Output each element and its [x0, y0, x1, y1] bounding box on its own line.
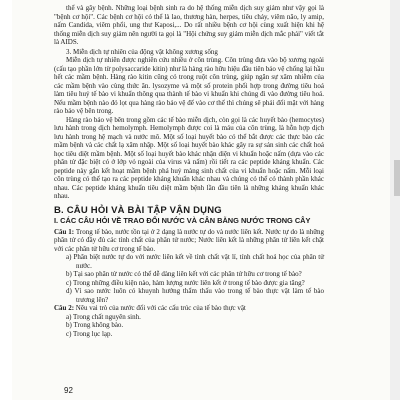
question-1 [54, 228, 324, 254]
question-2-option-c: c) Trong lục lạp. [66, 329, 113, 338]
paragraph-2: Hàng rào bảo vệ bên trong gồm các tế bào miễn dịch, còn gọi là các huyết bào (hemocytes) lưu hành trong dịch hemolymph. Hemolymph được coi là máu của côn trùng, là hỗn hợp dịch lưu hành trong hệ mạch và nước mô. Một số loại huyết bào có thể bắt được các thực bào các mầm bệnh và các chất lạ xâm nhập. Một số loại huyết bào khác gây ra sự sản sinh các chất hoá học tiêu diệt mầm bệnh. Một số loại huyết bào khác nhận diện vi khuẩn hoặc nấm (dựa vào các phân tử đặc biệt có ở lớp vỏ ngoài của virus và nấm) rồi tiết ra các peptide kháng khuẩn. Các peptide này gắn kết hoạt mầm bệnh phá huỷ màng sinh chất của vi khuẩn hoặc nấm. Mỗi loại côn trùng có thể tạo ra các peptide kháng khuẩn khác nhau và chúng có thể có thành phần khác nhau. Các peptide kháng khuẩn tiêu diệt mầm bệnh lần đầu tiên là những kháng khuẩn khác nhau. [54, 115, 324, 200]
question-2-text: Nêu vai trò của nước đối với các cấu trúc của tế bào thực vật [75, 304, 246, 312]
question-2 [54, 304, 324, 313]
question-1-option-c: c) Trong những điều kiện nào, hàm lượng nước liên kết ở trong tế bào được gia tăng? [66, 278, 305, 287]
page-content [54, 4, 324, 338]
question-1-option-d: d) Vì sao nước luôn có khuynh hướng thẩm thấu vào trong tế bào thực vật làm tế bào trương lên? [66, 287, 324, 304]
intro-paragraph: thể và gây bệnh. Những loại bệnh sinh ra do hệ thống miễn dịch suy giảm như vậy gọi là "bệnh cơ hội". Các bệnh cơ hội có thể là lao, thương hàn, herpes, tiêu chảy, viêm não, ly amip, nấm Candida, viêm phổi, ung thư Kaposi,... Do rất nhiều bệnh cơ hội cùng xuất hiện khi hệ thống miễn dịch suy giảm nên người ta gọi là "Hội chứng suy giảm miễn dịch mắc phải" viết tắt là AIDS. [54, 4, 324, 46]
side-marker [394, 160, 400, 196]
question-1-text: Trong tế bào, nước tồn tại ở 2 dạng là nước tự do và nước liên kết. Nước tự do là những phân tử có đầy đủ các tính chất của phân tử nước; Nước liên kết là những phân tử liên kết chặt với các phân tử hữu cơ trong tế bào. [54, 227, 325, 253]
subsection-title: I. CÁC CÂU HỎI VỀ TRAO ĐỔI NƯỚC VÀ CÂN BẰNG NƯỚC TRONG CÂY [54, 216, 311, 225]
question-2-option-a: a) Trong chất nguyên sinh. [66, 312, 141, 321]
question-2-number: Câu 2: [54, 304, 75, 312]
subheading: 3. Miễn dịch tự nhiên của động vật không xương sống [66, 47, 218, 56]
question-2-option-b: b) Trong không bào. [66, 321, 124, 329]
page-number: 92 [64, 386, 73, 395]
question-1-number: Câu 1: [54, 227, 75, 236]
page-edge-shadow [390, 0, 400, 400]
section-title: B. CÂU HỎI VÀ BÀI TẬP VẬN DỤNG [54, 204, 222, 216]
paragraph-1: Miễn dịch tự nhiên được nghiên cứu nhiều ở côn trùng. Côn trùng đưa vào bộ xương ngoài (cấu tạo phần lớn từ polysaccaride kitin) như là hàng rào hữu hiệu đầu tiên bảo vệ chống lại hầu hết các mầm bệnh. Hàng rào kitin cũng có trong ruột côn trùng, giúp ngăn sự xâm nhiễm của các mầm bệnh vào cùng thức ăn. lysozyme và một số protein phối hợp trong đường tiêu hoá làm tiêu huỷ tế bào vi khuẩn thông qua thành tế bào vi khuẩn khi chúng đi vào đường tiêu hoá. Nếu mầm bệnh nào đó lọt qua hàng rào bảo vệ để vào cơ thể thì chúng sẽ phải đối mặt với hàng rào bảo vệ bên trong. [54, 56, 324, 115]
question-1-option-a: a) Phân biệt nước tự do với nước liên kết về tính chất vật lí, tính chất hoá học của phân tử nước. [66, 253, 324, 270]
question-1-option-b: b) Tại sao phân tử nước có thể dễ dàng liên kết với các phân tử hữu cơ trong tế bào? [66, 270, 302, 278]
